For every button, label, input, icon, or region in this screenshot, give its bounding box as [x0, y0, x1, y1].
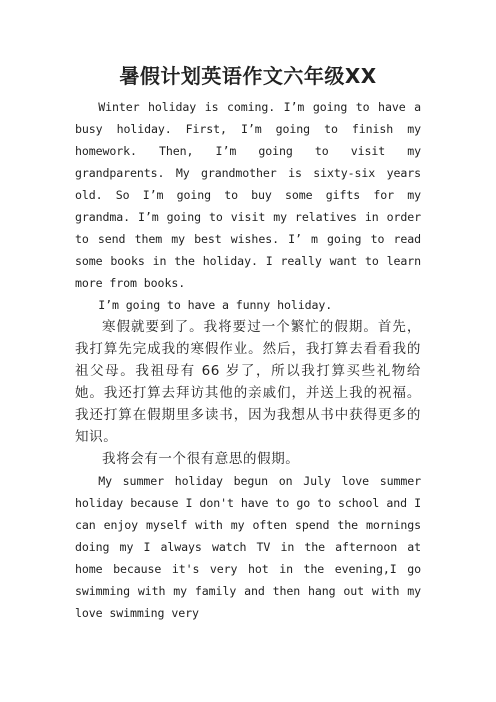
paragraph-summer-holiday-en: My summer holiday begun on July love summer holiday because I don't have to go to school and I can enjoy myself with my often spend the mornings doing my I always watch TV in the afternoon at home because it's very hot in the evening,I go swimming with my family and then hang out with my love swimming very — [75, 474, 421, 620]
document-title: 暑假计划英语作文六年级XX — [119, 64, 377, 88]
paragraph-winter-holiday-en: Winter holiday is coming. I’m going to have a busy holiday. First, I’m going to finish my homework. Then, I’m going to visit my grandparents. My grandmother is sixty-six years old. So I’m going to buy some gifts for my grandma. I’m going to visit my relatives in order to send them my best wishes. I’ m going to read some books in the holiday. I really want to learn more from books. — [75, 100, 421, 290]
paragraph-winter-holiday-zh: 寒假就要到了。我将要过一个繁忙的假期。首先，我打算先完成我的寒假作业。然后，我打算去看看我的祖父母。我祖母有 66 岁了，所以我打算买些礼物给她。我还打算去拜访其他的亲戚们，并送上我的祝福。我还打算在假期里多读书，因为我想从书中获得更多的知识。 — [75, 319, 421, 445]
paragraph-funny-holiday-zh: 我将会有一个很有意思的假期。 — [102, 451, 300, 467]
paragraph-funny-holiday-en: I’m going to have a funny holiday. — [98, 298, 333, 312]
document-body — [75, 96, 421, 624]
